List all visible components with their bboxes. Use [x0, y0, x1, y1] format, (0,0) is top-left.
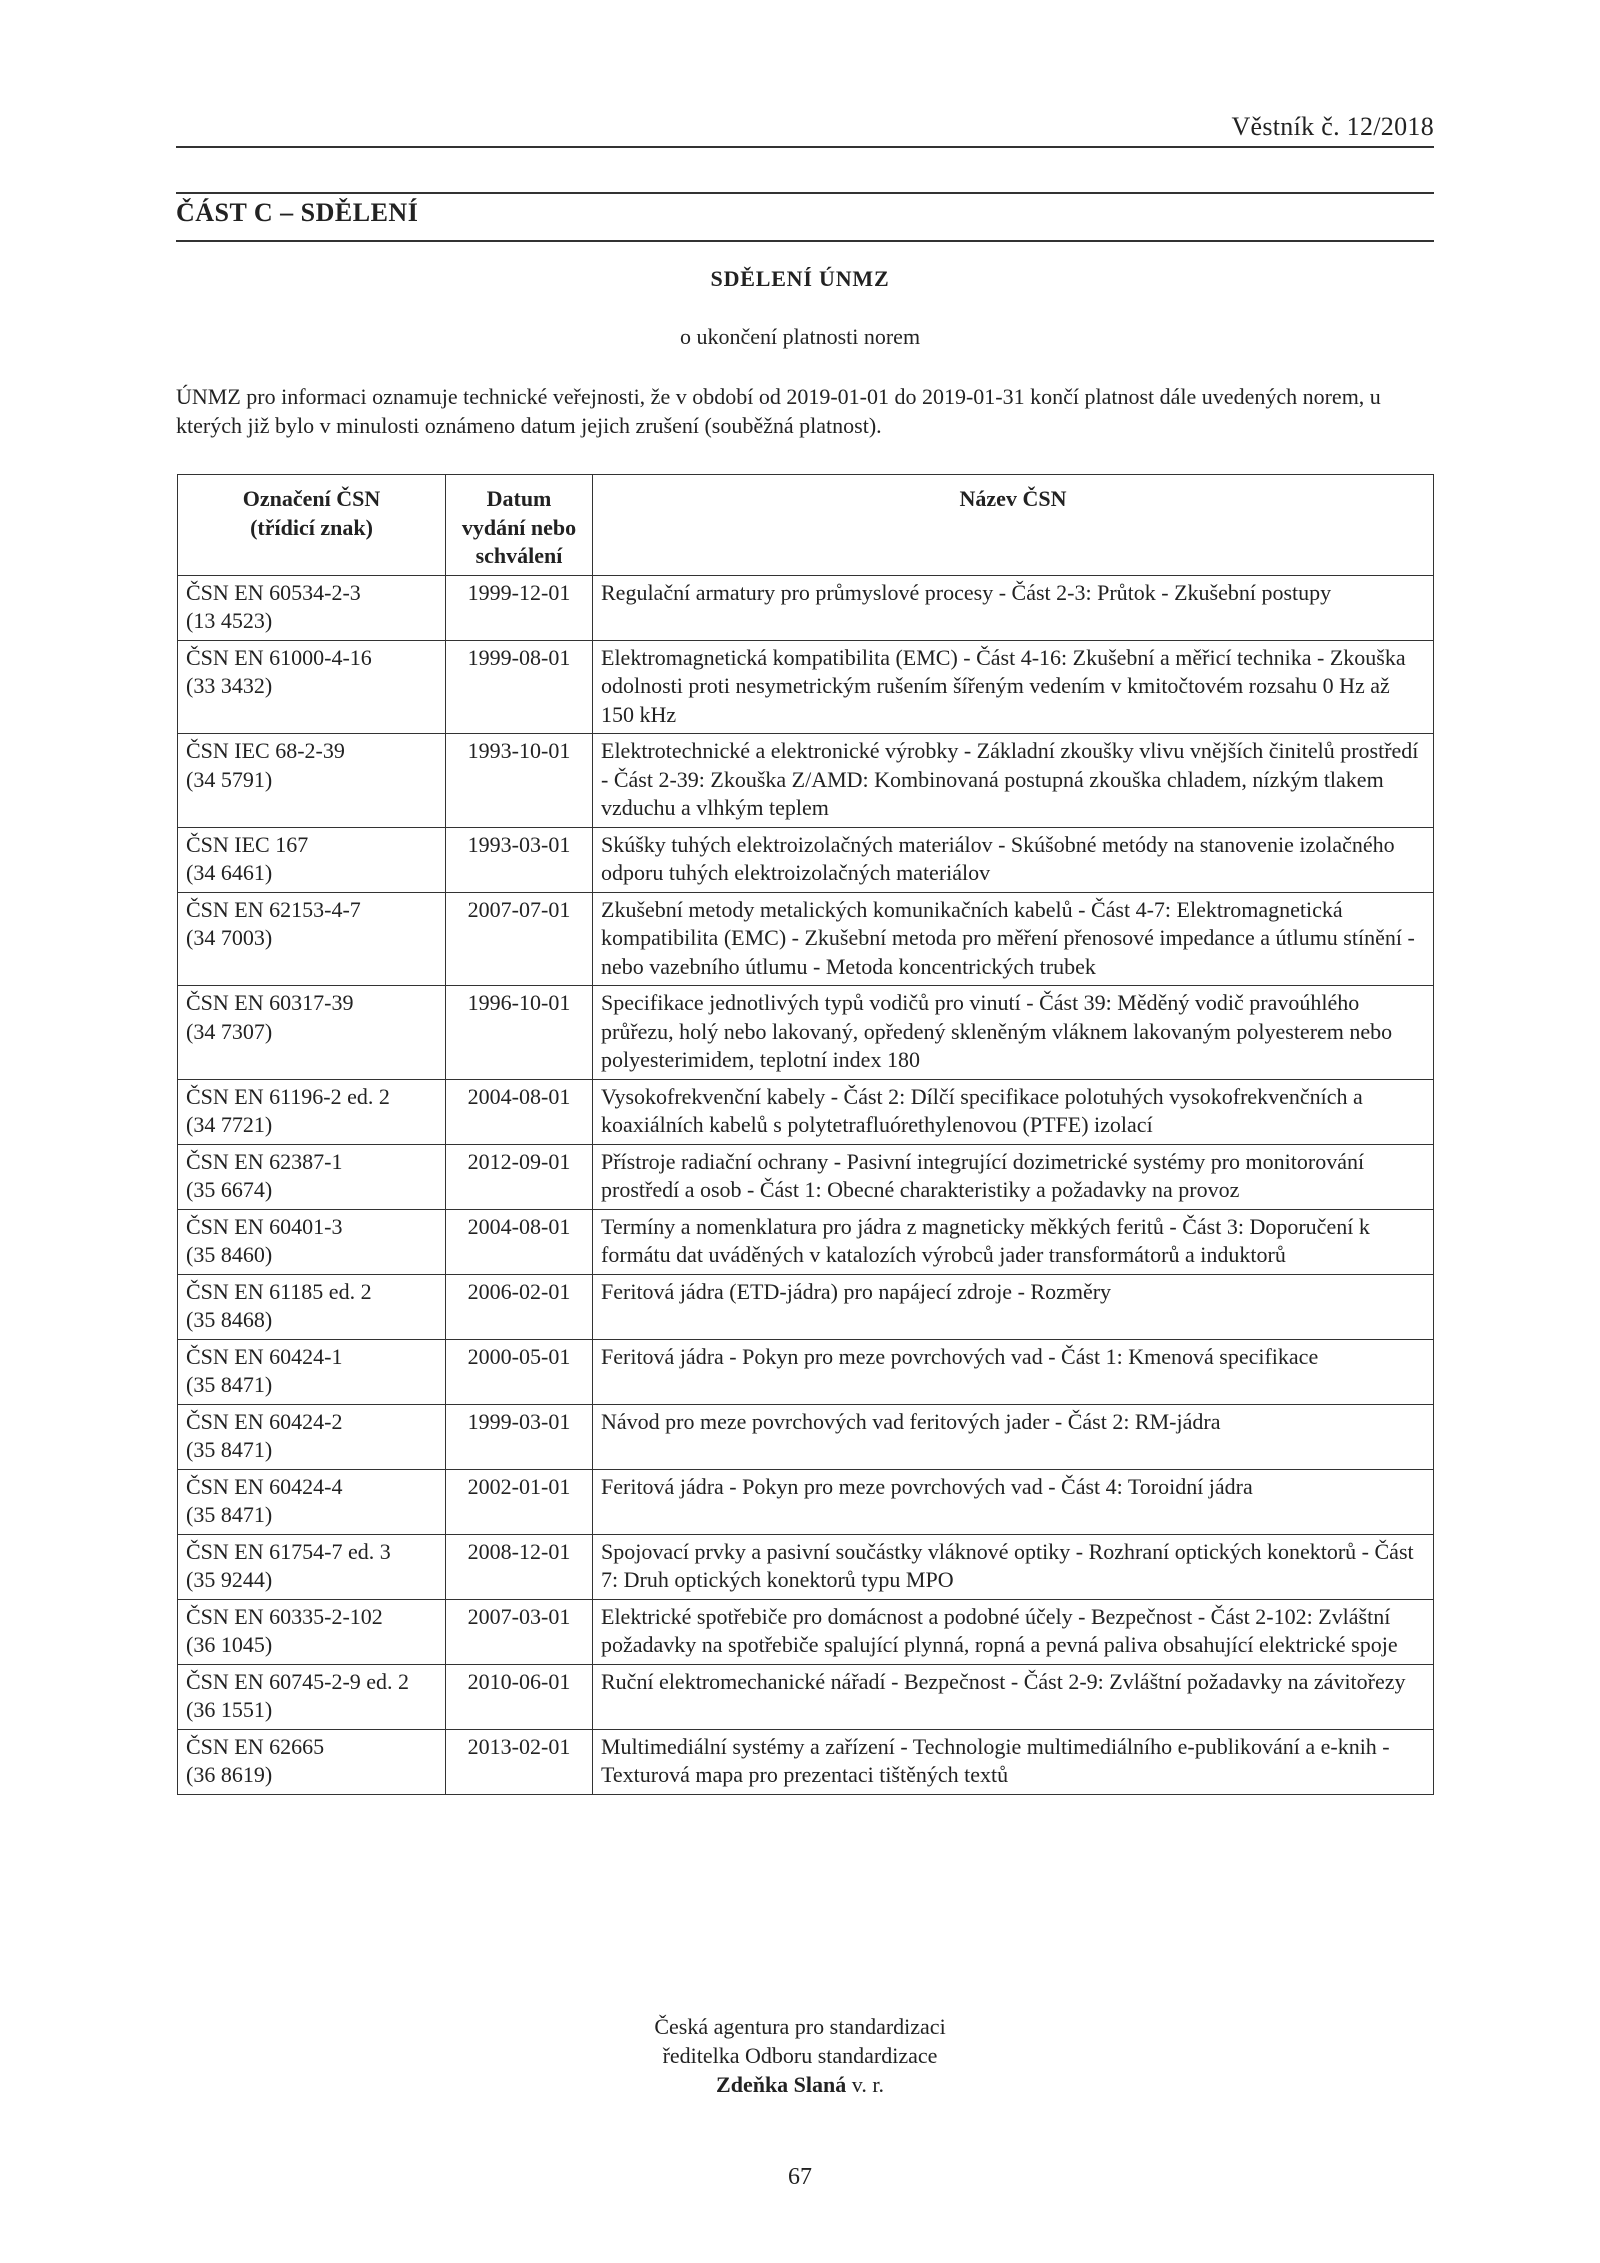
cell-designation: ČSN EN 60335-2-102 (36 1045) [178, 1599, 446, 1664]
cell-designation: ČSN EN 60424-2 (35 8471) [178, 1404, 446, 1469]
table-row [178, 1469, 1434, 1534]
cell-designation: ČSN IEC 68-2-39 (34 5791) [178, 734, 446, 828]
cell-title: Feritová jádra - Pokyn pro meze povrchových vad - Část 4: Toroidní jádra [593, 1469, 1434, 1534]
table-row [178, 1209, 1434, 1274]
notice-title: SDĚLENÍ ÚNMZ [710, 266, 890, 291]
table-row [178, 1404, 1434, 1469]
table-row [178, 1729, 1434, 1794]
signature-line [0, 2070, 1600, 2099]
cell-date: 2007-03-01 [446, 1599, 593, 1664]
table-row [178, 575, 1434, 640]
table-row [178, 827, 1434, 892]
section-rule-bottom [176, 240, 1434, 242]
signature-block [0, 2012, 1600, 2099]
cell-date: 2000-05-01 [446, 1339, 593, 1404]
table-row [178, 1599, 1434, 1664]
cell-date: 1999-03-01 [446, 1404, 593, 1469]
cell-designation: ČSN EN 62153-4-7 (34 7003) [178, 892, 446, 986]
header-designation: Označení ČSN (třídicí znak) [178, 475, 446, 576]
cell-date: 2012-09-01 [446, 1144, 593, 1209]
section-title: ČÁST C – SDĚLENÍ [176, 198, 419, 227]
table-row [178, 986, 1434, 1080]
cell-title: Spojovací prvky a pasivní součástky vláknové optiky - Rozhraní optických konektorů - Část 7: Druh optických konektorů typu MPO [593, 1534, 1434, 1599]
cell-designation: ČSN EN 60424-4 (35 8471) [178, 1469, 446, 1534]
notice-intro: ÚNMZ pro informaci oznamuje technické veřejnosti, že v období od 2019-01-01 do 2019-01-31 končí platnost dále uvedených norem, u kterých již bylo v minulosti oznámeno datum jejich zrušení (souběžná platnost). [176, 384, 1381, 438]
cell-date: 2010-06-01 [446, 1664, 593, 1729]
cell-date: 2004-08-01 [446, 1079, 593, 1144]
cell-date: 2013-02-01 [446, 1729, 593, 1794]
table-header-row [178, 475, 1434, 576]
norms-table [177, 474, 1434, 1795]
cell-designation: ČSN EN 60534-2-3 (13 4523) [178, 575, 446, 640]
table-row [178, 1144, 1434, 1209]
cell-designation: ČSN EN 60424-1 (35 8471) [178, 1339, 446, 1404]
header-title: Název ČSN [593, 475, 1434, 576]
cell-title: Elektrotechnické a elektronické výrobky - Základní zkoušky vlivu vnějších činitelů prostředí - Část 2-39: Zkouška Z/AMD: Kombinovaná postupná zkouška chladem, nízkým tlakem vzduchu a vlhkým teplem [593, 734, 1434, 828]
table-row [178, 1079, 1434, 1144]
table-row [178, 1534, 1434, 1599]
cell-title: Regulační armatury pro průmyslové procesy - Část 2-3: Průtok - Zkušební postupy [593, 575, 1434, 640]
table-row [178, 640, 1434, 734]
cell-date: 1993-10-01 [446, 734, 593, 828]
cell-title: Multimediální systémy a zařízení - Technologie multimediálního e-publikování a e-knih - Texturová mapa pro prezentaci tištěných textů [593, 1729, 1434, 1794]
cell-title: Specifikace jednotlivých typů vodičů pro vinutí - Část 39: Měděný vodič pravoúhlého průřezu, holý nebo lakovaný, opředený skleněným vláknem lakovaným polyesterem nebo polyesterimidem, teplotní index 180 [593, 986, 1434, 1080]
cell-designation: ČSN EN 61185 ed. 2 (35 8468) [178, 1274, 446, 1339]
notice-subtitle: o ukončení platnosti norem [679, 324, 921, 349]
cell-date: 2008-12-01 [446, 1534, 593, 1599]
cell-title: Vysokofrekvenční kabely - Část 2: Dílčí specifikace polotuhých vysokofrekvenčních a koaxiálních kabelů s polytetrafluórethylenovou (PTFE) izolací [593, 1079, 1434, 1144]
cell-date: 1993-03-01 [446, 827, 593, 892]
cell-title: Feritová jádra (ETD-jádra) pro napájecí zdroje - Rozměry [593, 1274, 1434, 1339]
cell-designation: ČSN EN 62387-1 (35 6674) [178, 1144, 446, 1209]
cell-designation: ČSN EN 60317-39 (34 7307) [178, 986, 446, 1080]
cell-title: Ruční elektromechanické nářadí - Bezpečnost - Část 2-9: Zvláštní požadavky na závitořezy [593, 1664, 1434, 1729]
cell-title: Elektromagnetická kompatibilita (EMC) - Část 4-16: Zkušební a měřicí technika - Zkouška odolnosti proti nesymetrickým rušením šířeným vedením v kmitočtovém rozsahu 0 Hz až 150 kHz [593, 640, 1434, 734]
section-rule-top [176, 192, 1434, 194]
norms-table-body [178, 575, 1434, 1794]
signature-org: Česká agentura pro standardizaci [654, 2014, 946, 2039]
cell-title: Zkušební metody metalických komunikačních kabelů - Část 4-7: Elektromagnetická kompatibilita (EMC) - Zkušební metoda pro měření přenosové impedance a útlumu stínění - nebo vazebního útlumu - Metoda koncentrických trubek [593, 892, 1434, 986]
cell-title: Termíny a nomenklatura pro jádra z magneticky měkkých feritů - Část 3: Doporučení k formátu dat uváděných v katalozích výrobců jader transformátorů a induktorů [593, 1209, 1434, 1274]
cell-designation: ČSN EN 61754-7 ed. 3 (35 9244) [178, 1534, 446, 1599]
cell-date: 1996-10-01 [446, 986, 593, 1080]
cell-title: Přístroje radiační ochrany - Pasivní integrující dozimetrické systémy pro monitorování prostředí a osob - Část 1: Obecné charakteristiky a požadavky na provoz [593, 1144, 1434, 1209]
header-rule [176, 146, 1434, 148]
cell-designation: ČSN EN 60745-2-9 ed. 2 (36 1551) [178, 1664, 446, 1729]
cell-designation: ČSN EN 61000-4-16 (33 3432) [178, 640, 446, 734]
cell-designation: ČSN IEC 167 (34 6461) [178, 827, 446, 892]
signature-name: Zdeňka Slaná [716, 2072, 847, 2097]
cell-designation: ČSN EN 61196-2 ed. 2 (34 7721) [178, 1079, 446, 1144]
cell-title: Skúšky tuhých elektroizolačných materiálov - Skúšobné metódy na stanovenie izolačného odporu tuhých elektroizolačných materiálov [593, 827, 1434, 892]
cell-title: Feritová jádra - Pokyn pro meze povrchových vad - Část 1: Kmenová specifikace [593, 1339, 1434, 1404]
header-date: Datum vydání nebo schválení [446, 475, 593, 576]
cell-date: 1999-12-01 [446, 575, 593, 640]
cell-designation: ČSN EN 60401-3 (35 8460) [178, 1209, 446, 1274]
cell-date: 2007-07-01 [446, 892, 593, 986]
cell-date: 2006-02-01 [446, 1274, 593, 1339]
table-row [178, 1664, 1434, 1729]
cell-date: 2004-08-01 [446, 1209, 593, 1274]
signature-suffix: v. r. [846, 2072, 884, 2097]
cell-designation: ČSN EN 62665 (36 8619) [178, 1729, 446, 1794]
table-row [178, 1339, 1434, 1404]
page-number: 67 [788, 2164, 812, 2190]
cell-date: 2002-01-01 [446, 1469, 593, 1534]
table-row [178, 734, 1434, 828]
table-row [178, 892, 1434, 986]
cell-title: Elektrické spotřebiče pro domácnost a podobné účely - Bezpečnost - Část 2-102: Zvláštní požadavky na spotřebiče spalující plynná, ropná a pevná paliva obsahující elektrické spoje [593, 1599, 1434, 1664]
cell-title: Návod pro meze povrchových vad feritových jader - Část 2: RM-jádra [593, 1404, 1434, 1469]
table-row [178, 1274, 1434, 1339]
signature-role: ředitelka Odboru standardizace [662, 2043, 938, 2068]
journal-issue: Věstník č. 12/2018 [1231, 112, 1434, 141]
cell-date: 1999-08-01 [446, 640, 593, 734]
